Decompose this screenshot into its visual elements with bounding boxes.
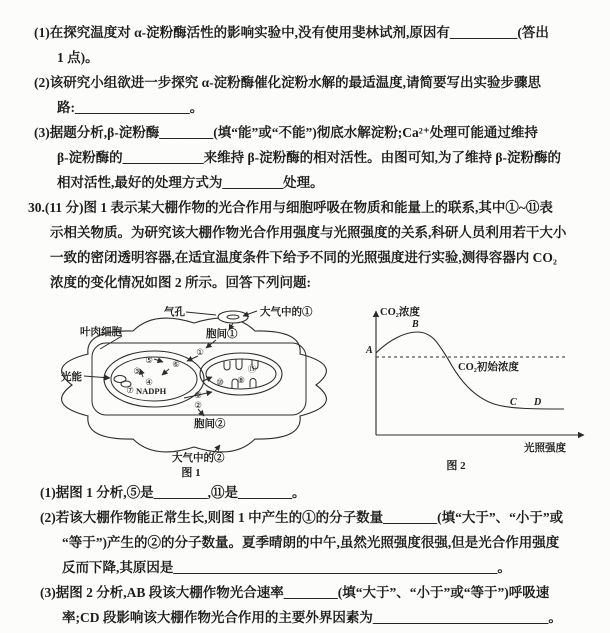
fig1-label-intercellular-2: 胞间② [194,419,226,430]
text-line: (1)据图 1 分析,⑤是________,⑪是________。 [40,485,306,500]
text-line: 反而下降,其原因是________________________________________________。 [62,560,511,575]
fig1-number-1: ① [196,348,204,358]
figure-2-caption: 图 2 [446,460,466,472]
fig1-number-11: ⑪ [247,365,257,375]
chart-reference-label: CO₂初始浓度 [458,362,519,373]
fig1-number-9: ⑨ [194,391,202,401]
fig1-label-stoma: 气孔 [164,307,185,318]
mitochondrion-shape [200,353,282,395]
figure-2-wrap [354,295,599,480]
text-line: 相对活性,最好的处理方式为_________处理。 [57,175,324,190]
fig1-label-mesophyll-cell: 叶肉细胞 [80,327,122,338]
fig1-number-2: ② [194,401,202,411]
chart-point-a: A [366,345,373,356]
text-line: (3)据图 2 分析,AB 段该大棚作物光合速率________(填“大于”、“小于”或“等于”)呼吸速 [40,585,550,600]
chart-x-axis-label: 光照强度 [524,443,566,454]
fig1-number-6: ⑥ [172,360,180,370]
text-line: (2)若该大棚作物能正常生长,则图 1 中产生的①的分子数量________(填“大于”、“小于”或 [40,510,564,525]
chart-point-c: C [510,397,517,408]
figures-row [0,295,610,480]
fig1-number-8: ⑧ [237,376,245,386]
question-30-subquestions [0,480,610,630]
figure-1-caption: 图 1 [181,467,201,479]
stoma-shape [218,311,248,323]
fig1-number-5: ⑤ [145,356,153,366]
text-line: (1)在探究温度对 α-淀粉酶活性的影响实验中,没有使用斐林试剂,原因有__________(答出 [34,25,549,40]
fig1-label-nadph: NADPH [136,386,167,396]
text-line: (2)该研究小组欲进一步探究 α-淀粉酶催化淀粉水解的最适温度,请简要写出实验步骤思 [34,75,542,90]
text-line: 浓度的变化情况如图 2 所示。回答下列问题: [50,275,311,290]
text-line: 一致的密闭透明容器,在适宜温度条件下给予不同的光照强度进行实验,测得容器内 CO₂ [50,250,557,265]
question-29-block [0,0,610,295]
text-line: “等于”)产生的②的分子数量。夏季晴朗的中午,虽然光照强度很强,但是光合作用强度 [62,535,560,550]
chart-point-d: D [534,397,542,408]
fig1-label-atmosphere-2: 大气中的② [172,453,225,464]
text-line: 示相关物质。为研究该大棚作物光合作用强度与光照强度的关系,科研人员利用若干大小 [50,225,567,240]
figure-1-diagram [36,295,346,480]
fig1-number-3: ③ [133,367,141,377]
figure-2-chart [354,295,599,480]
fig1-label-atmosphere-1: 大气中的① [260,307,313,318]
fig1-number-10: ⑩ [216,378,224,388]
question-30-stem: 30.(11 分)图 1 表示某大棚作物的光合作用与细胞呼吸在物质和能量上的联系,其中①~⑪表 [28,200,553,215]
text-line: β-淀粉酶的____________来维持 β-淀粉酶的相对活性。由图可知,为了维持 β-淀粉酶的 [57,150,561,165]
text-line: 1 点)。 [57,50,99,65]
text-line: 路:_________________。 [57,100,204,115]
fig1-number-7: ⑦ [126,386,134,396]
chart-axes [376,311,584,435]
chart-y-axis-label: CO₂浓度 [380,307,420,318]
fig1-number-4: ④ [145,378,153,388]
fig1-label-light-energy: 光能 [61,372,82,383]
text-line: 率;CD 段影响该大棚作物光合作用的主要外界因素为__________________________。 [62,610,562,625]
fig1-label-intercellular-1: 胞间① [206,329,238,340]
cell-outline [62,318,327,452]
text-line: (3)据题分析,β-淀粉酶________(填“能”或“不能”)彻底水解淀粉;Ca²⁺处理可能通过维持 [34,125,538,140]
chart-point-b: B [412,319,419,330]
